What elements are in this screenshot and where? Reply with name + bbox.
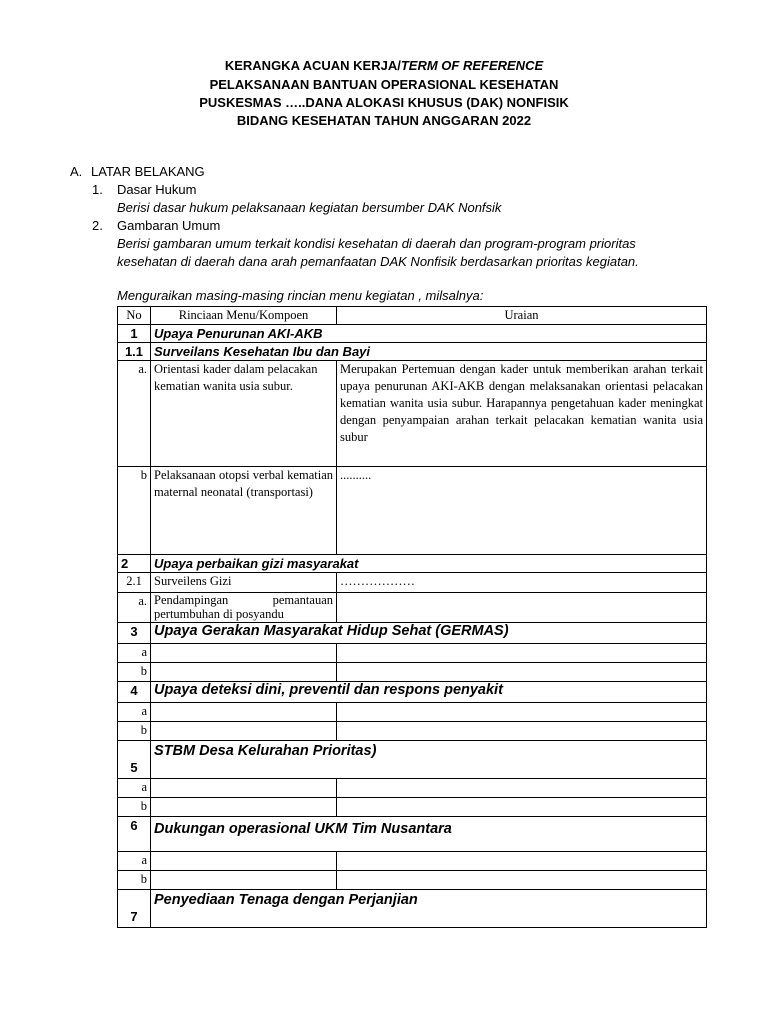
header-no: No [118, 307, 151, 325]
menu-table [117, 306, 707, 928]
row-description [337, 852, 707, 871]
table-row [118, 573, 707, 593]
row-number: b [118, 467, 151, 555]
header-menu: Rinciaan Menu/Kompoen [151, 307, 337, 325]
row-menu: Surveilens Gizi [151, 573, 337, 593]
row-number: 2 [118, 555, 151, 573]
item2-description-line2: kesehatan di daerah dana arah pemanfaatan DAK Nonfisik berdasarkan prioritas kegiatan. [117, 254, 639, 269]
row-description [337, 644, 707, 663]
section-heading: Upaya Penurunan AKI-AKB [151, 325, 707, 343]
row-description: ……………… [337, 573, 707, 593]
row-description: Merupakan Pertemuan dengan kader untuk memberikan arahan terkait upaya penurunan AKI-AKB dengan melaksanakan orientasi pelacakan kematian wanita usia subur. Harapannya pengetahuan kader meningkat dengan penyampaian arahan terkait pelacakan kematian wanita usia subur [337, 361, 707, 467]
row-description: .......... [337, 467, 707, 555]
table-row [118, 798, 707, 817]
table-row [118, 779, 707, 798]
doc-title-line1 [0, 58, 768, 73]
table-row [118, 623, 707, 644]
table-row [118, 741, 707, 779]
row-description [337, 722, 707, 741]
section-heading: Dukungan operasional UKM Tim Nusantara [151, 817, 707, 852]
section-heading: Upaya deteksi dini, preventil dan respons penyakit [151, 682, 707, 703]
row-menu [151, 852, 337, 871]
row-number: 6 [118, 817, 151, 852]
row-menu [151, 644, 337, 663]
table-intro: Menguraikan masing-masing rincian menu kegiatan , milsalnya: [117, 288, 484, 303]
table-row [118, 871, 707, 890]
row-description [337, 798, 707, 817]
row-menu [151, 722, 337, 741]
row-number: 4 [118, 682, 151, 703]
section-a-label: A. [70, 164, 83, 179]
row-description [337, 703, 707, 722]
row-number: b [118, 798, 151, 817]
row-number: 7 [118, 890, 151, 928]
section-heading: Penyediaan Tenaga dengan Perjanjian [151, 890, 707, 928]
table-row [118, 682, 707, 703]
item1-number: 1. [92, 182, 103, 197]
row-menu [151, 779, 337, 798]
item2-description-line1: Berisi gambaran umum terkait kondisi kesehatan di daerah dan program-program prioritas [117, 236, 636, 251]
table-row [118, 817, 707, 852]
table-row [118, 343, 707, 361]
row-menu [151, 703, 337, 722]
row-number: 5 [118, 741, 151, 779]
table-row [118, 593, 707, 623]
row-description [337, 871, 707, 890]
row-number: a [118, 703, 151, 722]
section-heading: Upaya Gerakan Masyarakat Hidup Sehat (GERMAS) [151, 623, 707, 644]
table-row [118, 703, 707, 722]
table-row [118, 361, 707, 467]
header-description: Uraian [337, 307, 707, 325]
table-row [118, 555, 707, 573]
row-number: a. [118, 593, 151, 623]
table-header-row [118, 307, 707, 325]
row-menu: Pelaksanaan otopsi verbal kematian maternal neonatal (transportasi) [151, 467, 337, 555]
section-a-title: LATAR BELAKANG [91, 164, 205, 179]
doc-title-line3: PUSKESMAS …..DANA ALOKASI KHUSUS (DAK) NONFISIK [199, 95, 569, 110]
table-row [118, 722, 707, 741]
subsection-heading: Surveilans Kesehatan Ibu dan Bayi [151, 343, 707, 361]
row-number: b [118, 871, 151, 890]
table-row [118, 663, 707, 682]
row-number: 1.1 [118, 343, 151, 361]
item2-number: 2. [92, 218, 103, 233]
row-menu: Pendampingan pemantauan pertumbuhan di posyandu [151, 593, 337, 623]
table-row [118, 467, 707, 555]
row-menu [151, 871, 337, 890]
item2-title: Gambaran Umum [117, 218, 221, 233]
table-row [118, 644, 707, 663]
section-heading: STBM Desa Kelurahan Prioritas) [151, 741, 707, 779]
item1-title: Dasar Hukum [117, 182, 197, 197]
table-row [118, 325, 707, 343]
row-number: a [118, 852, 151, 871]
row-number: 1 [118, 325, 151, 343]
row-number: 2.1 [118, 573, 151, 593]
table-row [118, 852, 707, 871]
doc-title-line1-b: TERM OF REFERENCE [400, 58, 544, 73]
row-menu: Orientasi kader dalam pelacakan kematian wanita usia subur. [151, 361, 337, 467]
row-number: b [118, 722, 151, 741]
row-number: a. [118, 361, 151, 467]
row-menu [151, 798, 337, 817]
section-heading: Upaya perbaikan gizi masyarakat [151, 555, 707, 573]
row-number: b [118, 663, 151, 682]
doc-title-line1-a: KERANGKA ACUAN KERJA/ [224, 58, 401, 73]
doc-title-line4: BIDANG KESEHATAN TAHUN ANGGARAN 2022 [236, 113, 532, 128]
row-number: 3 [118, 623, 151, 644]
row-number: a [118, 644, 151, 663]
row-description [337, 779, 707, 798]
table-row [118, 890, 707, 928]
row-number: a [118, 779, 151, 798]
row-description [337, 593, 707, 623]
doc-title-line2: PELAKSANAAN BANTUAN OPERASIONAL KESEHATAN [209, 77, 559, 92]
item1-description: Berisi dasar hukum pelaksanaan kegiatan bersumber DAK Nonfsik [117, 200, 502, 215]
row-description [337, 663, 707, 682]
row-menu [151, 663, 337, 682]
